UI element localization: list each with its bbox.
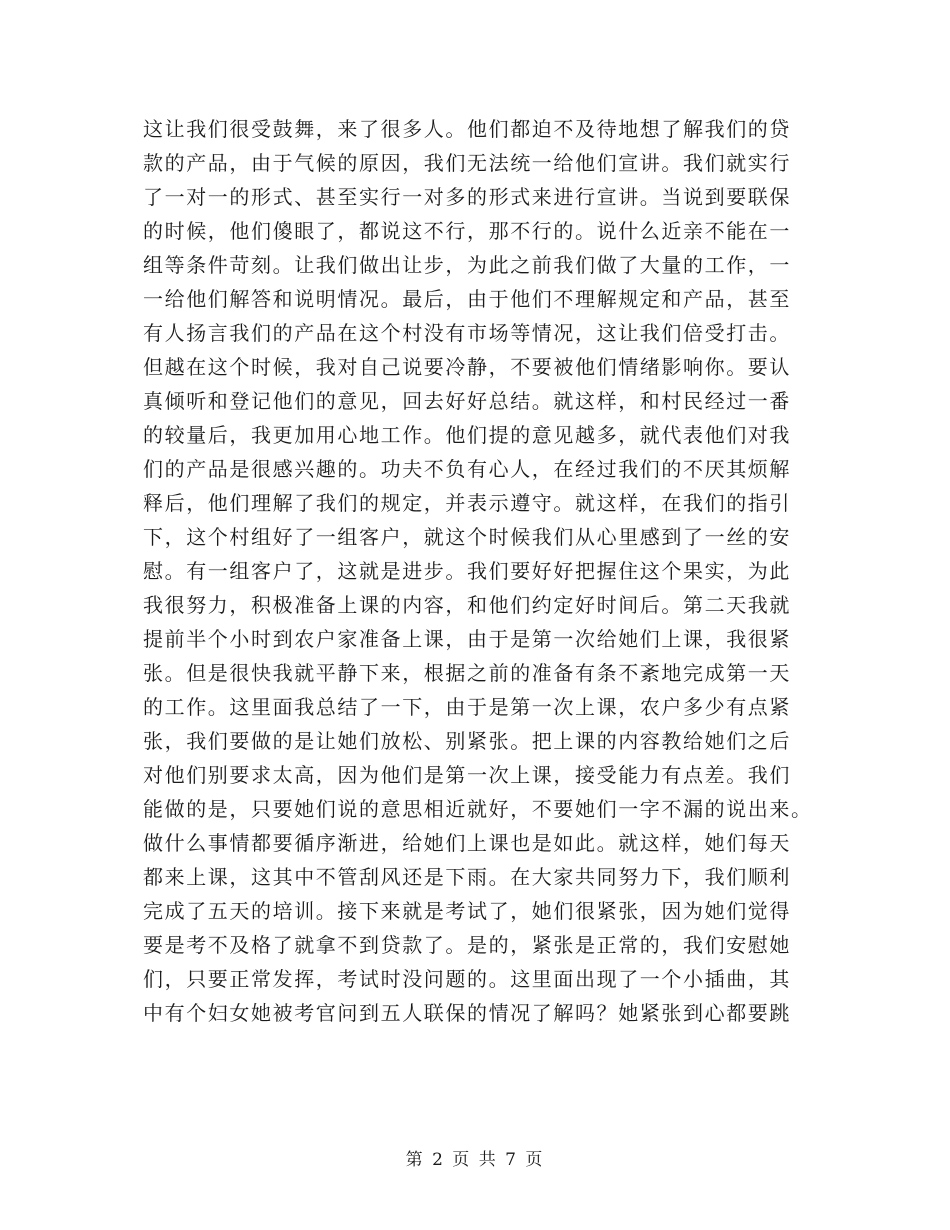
text-line: 们的产品是很感兴趣的。功夫不负有心人，在经过我们的不厌其烦解 — [143, 457, 791, 481]
body-text — [143, 112, 813, 1030]
text-line: 都来上课，这其中不管刮风还是下雨。在大家共同努力下，我们顺利 — [143, 865, 791, 889]
text-line: 提前半个小时到农户家准备上课，由于是第一次给她们上课，我很紧 — [143, 627, 791, 651]
text-line: 要是考不及格了就拿不到贷款了。是的，紧张是正常的，我们安慰她 — [143, 933, 791, 957]
text-line: 这让我们很受鼓舞，来了很多人。他们都迫不及待地想了解我们的贷 — [143, 117, 791, 141]
text-line: 张。但是很快我就平静下来，根据之前的准备有条不紊地完成第一天 — [143, 661, 791, 685]
text-line: 的较量后，我更加用心地工作。他们提的意见越多，就代表他们对我 — [143, 423, 791, 447]
text-line: 一给他们解答和说明情况。最后，由于他们不理解规定和产品，甚至 — [143, 287, 791, 311]
text-line: 有人扬言我们的产品在这个村没有市场等情况，这让我们倍受打击。 — [143, 321, 791, 345]
text-line: 中有个妇女她被考官问到五人联保的情况了解吗？她紧张到心都要跳 — [143, 1001, 791, 1025]
text-line: 真倾听和登记他们的意见，回去好好总结。就这样，和村民经过一番 — [143, 389, 791, 413]
text-line: 张，我们要做的是让她们放松、别紧张。把上课的内容教给她们之后 — [143, 729, 791, 753]
text-line: 对他们别要求太高，因为他们是第一次上课，接受能力有点差。我们 — [143, 763, 791, 787]
text-line: 做什么事情都要循序渐进，给她们上课也是如此。就这样，她们每天 — [143, 831, 791, 855]
text-line: 的时候，他们傻眼了，都说这不行，那不行的。说什么近亲不能在一 — [143, 219, 791, 243]
text-line: 组等条件苛刻。让我们做出让步，为此之前我们做了大量的工作，一 — [143, 253, 791, 277]
text-line: 的工作。这里面我总结了一下，由于是第一次上课，农户多少有点紧 — [143, 695, 791, 719]
text-line: 款的产品，由于气候的原因，我们无法统一给他们宣讲。我们就实行 — [143, 151, 791, 175]
text-line: 但越在这个时候，我对自己说要冷静，不要被他们情绪影响你。要认 — [143, 355, 791, 379]
text-line: 了一对一的形式、甚至实行一对多的形式来进行宣讲。当说到要联保 — [143, 185, 791, 209]
text-line: 我很努力，积极准备上课的内容，和他们约定好时间后。第二天我就 — [143, 593, 791, 617]
text-line: 下，这个村组好了一组客户，就这个时候我们从心里感到了一丝的安 — [143, 525, 791, 549]
text-line: 慰。有一组客户了，这就是进步。我们要好好把握住这个果实，为此 — [143, 559, 791, 583]
text-line: 们，只要正常发挥，考试时没问题的。这里面出现了一个小插曲，其 — [143, 967, 791, 991]
text-line: 完成了五天的培训。接下来就是考试了，她们很紧张，因为她们觉得 — [143, 899, 791, 923]
page-number-footer: 第 2 页 共 7 页 — [405, 1150, 545, 1170]
text-line: 能做的是，只要她们说的意思相近就好，不要她们一字不漏的说出来。 — [143, 797, 813, 821]
text-line: 释后，他们理解了我们的规定，并表示遵守。就这样，在我们的指引 — [143, 491, 791, 515]
